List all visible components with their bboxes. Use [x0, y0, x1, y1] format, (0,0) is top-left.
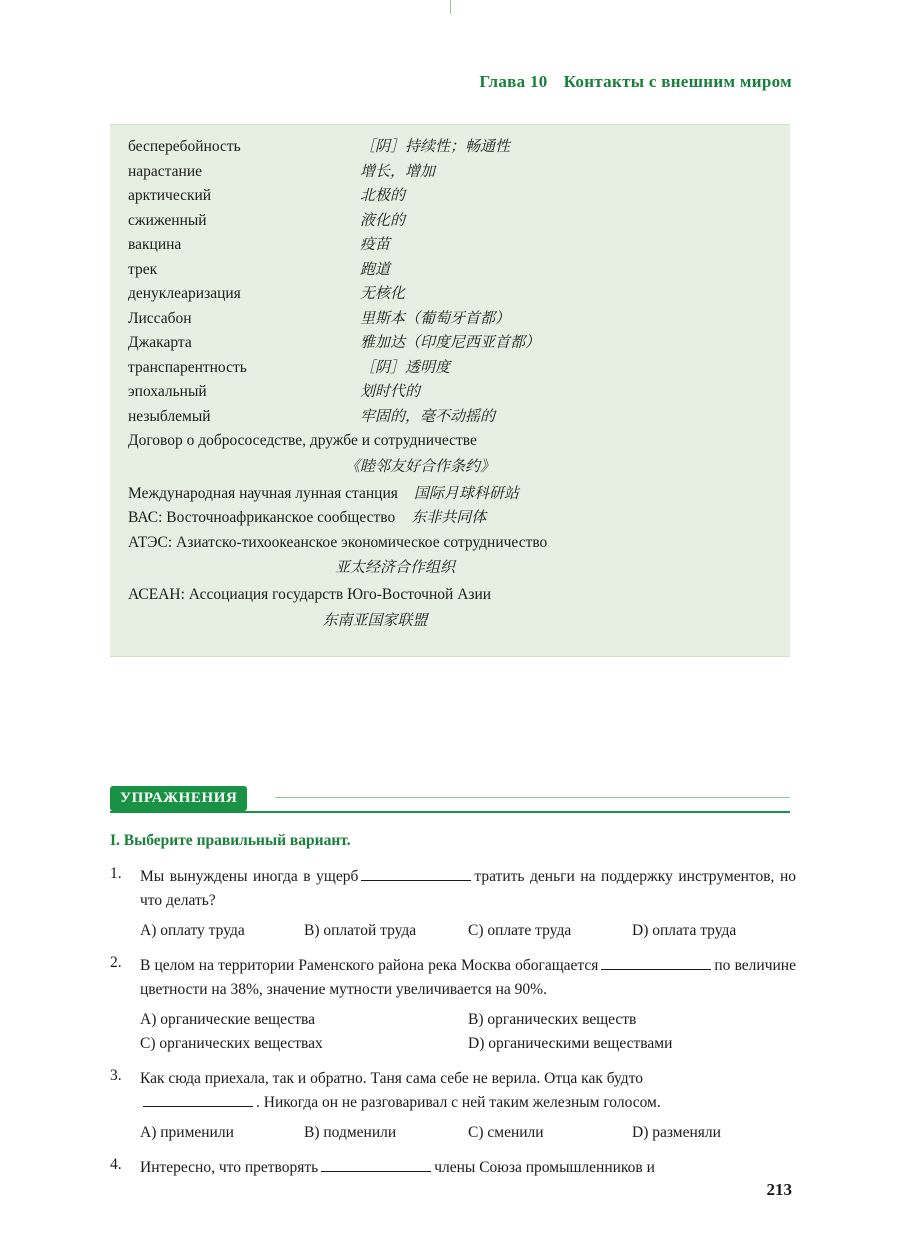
- option-b[interactable]: B) органических веществ: [468, 1011, 637, 1029]
- vocabulary-row: [128, 357, 772, 376]
- vocabulary-term: бесперебойность: [128, 138, 241, 155]
- option-a[interactable]: A) органические вещества: [140, 1011, 316, 1029]
- vocabulary-term: вакцина: [128, 236, 182, 253]
- option-b[interactable]: B) подменили: [304, 1123, 397, 1141]
- question-number: 4.: [110, 1156, 122, 1174]
- question-text-after: . Никогда он не разговаривал с ней таким железным голосом.: [256, 1093, 661, 1111]
- vocabulary-term: трек: [128, 260, 158, 278]
- vocabulary-gloss: 牢固的，毫不动摇的: [360, 406, 496, 425]
- vocabulary-row: [128, 237, 772, 253]
- vocabulary-gloss: 东南亚国家联盟: [322, 610, 428, 629]
- exercises-badge: УПРАЖНЕНИЯ: [110, 786, 247, 811]
- vocabulary-gloss: 无核化: [360, 284, 406, 302]
- vocabulary-term: арктический: [128, 187, 212, 204]
- vocabulary-term: АСЕАН: Ассоциация государств Юго-Восточной Азии: [128, 586, 492, 603]
- vocabulary-term: Договор о добрососедстве, дружбе и сотрудничестве: [128, 432, 477, 449]
- question-number: 2.: [110, 954, 122, 972]
- question-text-before: Как сюда приехала, так и обратно. Таня сама себе не верила. Отца как будто: [140, 1069, 644, 1087]
- question-number: 3.: [110, 1066, 122, 1084]
- exercises-heading: [110, 786, 790, 812]
- question-item: [110, 1067, 796, 1144]
- vocabulary-term: эпохальный: [128, 383, 207, 400]
- question-text-after: члены Союза промышленников и: [434, 1159, 655, 1177]
- question-options: [140, 1008, 796, 1055]
- vocabulary-box: [110, 124, 790, 657]
- answer-blank[interactable]: [321, 1156, 431, 1172]
- question-number: 1.: [110, 865, 122, 882]
- exercises-rule: [110, 811, 790, 813]
- vocabulary-gloss: 国际月球科研站: [413, 483, 519, 502]
- option-b[interactable]: B) оплатой труда: [304, 922, 417, 940]
- vocabulary-gloss: ［阴］透明度: [360, 357, 451, 376]
- vocabulary-row: [128, 210, 772, 229]
- vocabulary-row: [128, 587, 772, 603]
- vocabulary-row: [128, 335, 772, 351]
- question-text-before: Интересно, что претворять: [140, 1159, 319, 1177]
- option-c[interactable]: C) органических веществах: [140, 1034, 323, 1052]
- question-text: [140, 865, 796, 913]
- vocabulary-gloss: 亚太经济合作组织: [334, 558, 455, 576]
- answer-blank[interactable]: [143, 1091, 253, 1107]
- vocabulary-gloss: 《睦邻友好合作条约》: [344, 456, 495, 475]
- vocabulary-row: [128, 535, 772, 551]
- answer-blank[interactable]: [361, 865, 471, 881]
- question-text-before: В целом на территории Раменского района река Москва обогащается: [140, 957, 599, 975]
- vocabulary-row: [128, 188, 772, 204]
- option-c[interactable]: C) сменили: [468, 1123, 544, 1141]
- question-text: [140, 1156, 796, 1180]
- vocabulary-term: транспарентность: [128, 358, 247, 376]
- vocabulary-row: [128, 433, 772, 449]
- vocabulary-row: [128, 510, 772, 526]
- vocabulary-gloss: 东非共同体: [411, 508, 487, 526]
- option-d[interactable]: D) органическими веществами: [468, 1034, 673, 1052]
- questions-list: [110, 865, 796, 1192]
- option-a[interactable]: A) оплату труда: [140, 922, 245, 940]
- vocabulary-gloss: ［阴］持续性；畅通性: [360, 137, 511, 155]
- vocabulary-term: нарастание: [128, 162, 202, 180]
- option-d[interactable]: D) разменяли: [632, 1123, 721, 1141]
- vocabulary-gloss: 疫苗: [360, 235, 391, 253]
- question-text: [140, 1067, 796, 1115]
- page-number: 213: [766, 1180, 792, 1199]
- question-item: [110, 954, 796, 1055]
- vocabulary-gloss: 里斯本（葡萄牙首都）: [360, 308, 511, 327]
- vocabulary-gloss: 北极的: [360, 186, 406, 204]
- vocabulary-row: [128, 384, 772, 400]
- question-text-after: тратить деньги на поддержку инструментов, но что делать?: [140, 868, 796, 910]
- chapter-number: Глава 10: [479, 72, 548, 91]
- vocabulary-gloss: 增长，增加: [360, 161, 436, 180]
- vocabulary-term: сжиженный: [128, 211, 207, 229]
- vocabulary-row: [128, 308, 772, 327]
- option-c[interactable]: C) оплате труда: [468, 922, 572, 940]
- option-d[interactable]: D) оплата труда: [632, 922, 737, 940]
- vocabulary-row: [128, 161, 772, 180]
- vocabulary-gloss: 划时代的: [360, 382, 421, 400]
- vocabulary-term: Лиссабон: [128, 309, 192, 327]
- vocabulary-term: денуклеаризация: [128, 285, 241, 302]
- chapter-header: [479, 72, 792, 92]
- section-title: I. Выберите правильный вариант.: [110, 832, 351, 849]
- answer-blank[interactable]: [601, 955, 711, 971]
- vocabulary-term: АТЭС: Азиатско-тихоокеанское экономическое сотрудничество: [128, 533, 548, 551]
- vocabulary-term: незыблемый: [128, 407, 211, 425]
- exercises-rule-thin: [275, 797, 790, 798]
- vocabulary-term: Джакарта: [128, 334, 192, 351]
- vocabulary-term: ВАС: Восточноафриканское сообщество: [128, 509, 396, 526]
- vocabulary-row: [128, 406, 772, 425]
- option-a[interactable]: A) применили: [140, 1123, 234, 1141]
- vocabulary-row: [128, 139, 772, 155]
- vocabulary-gloss: 跑道: [360, 259, 391, 278]
- question-text: [140, 954, 796, 1002]
- vocabulary-row: [128, 286, 772, 302]
- vocabulary-gloss: 液化的: [360, 210, 406, 229]
- question-item: [110, 1156, 796, 1180]
- vocabulary-gloss: 雅加达（印度尼西亚首都）: [360, 333, 541, 351]
- question-options: [140, 1121, 796, 1144]
- vocabulary-row: [128, 483, 772, 502]
- vocabulary-term: Международная научная лунная станция: [128, 484, 398, 502]
- question-options: [140, 919, 796, 942]
- vocabulary-row: [128, 259, 772, 278]
- question-item: [110, 865, 796, 942]
- chapter-title: Контакты с внешним миром: [563, 72, 792, 91]
- question-text-before: Мы вынуждены иногда в ущерб: [140, 868, 359, 885]
- question-text-after: по величине цветности на 38%, значение мутности увеличивается на 90%.: [140, 957, 796, 999]
